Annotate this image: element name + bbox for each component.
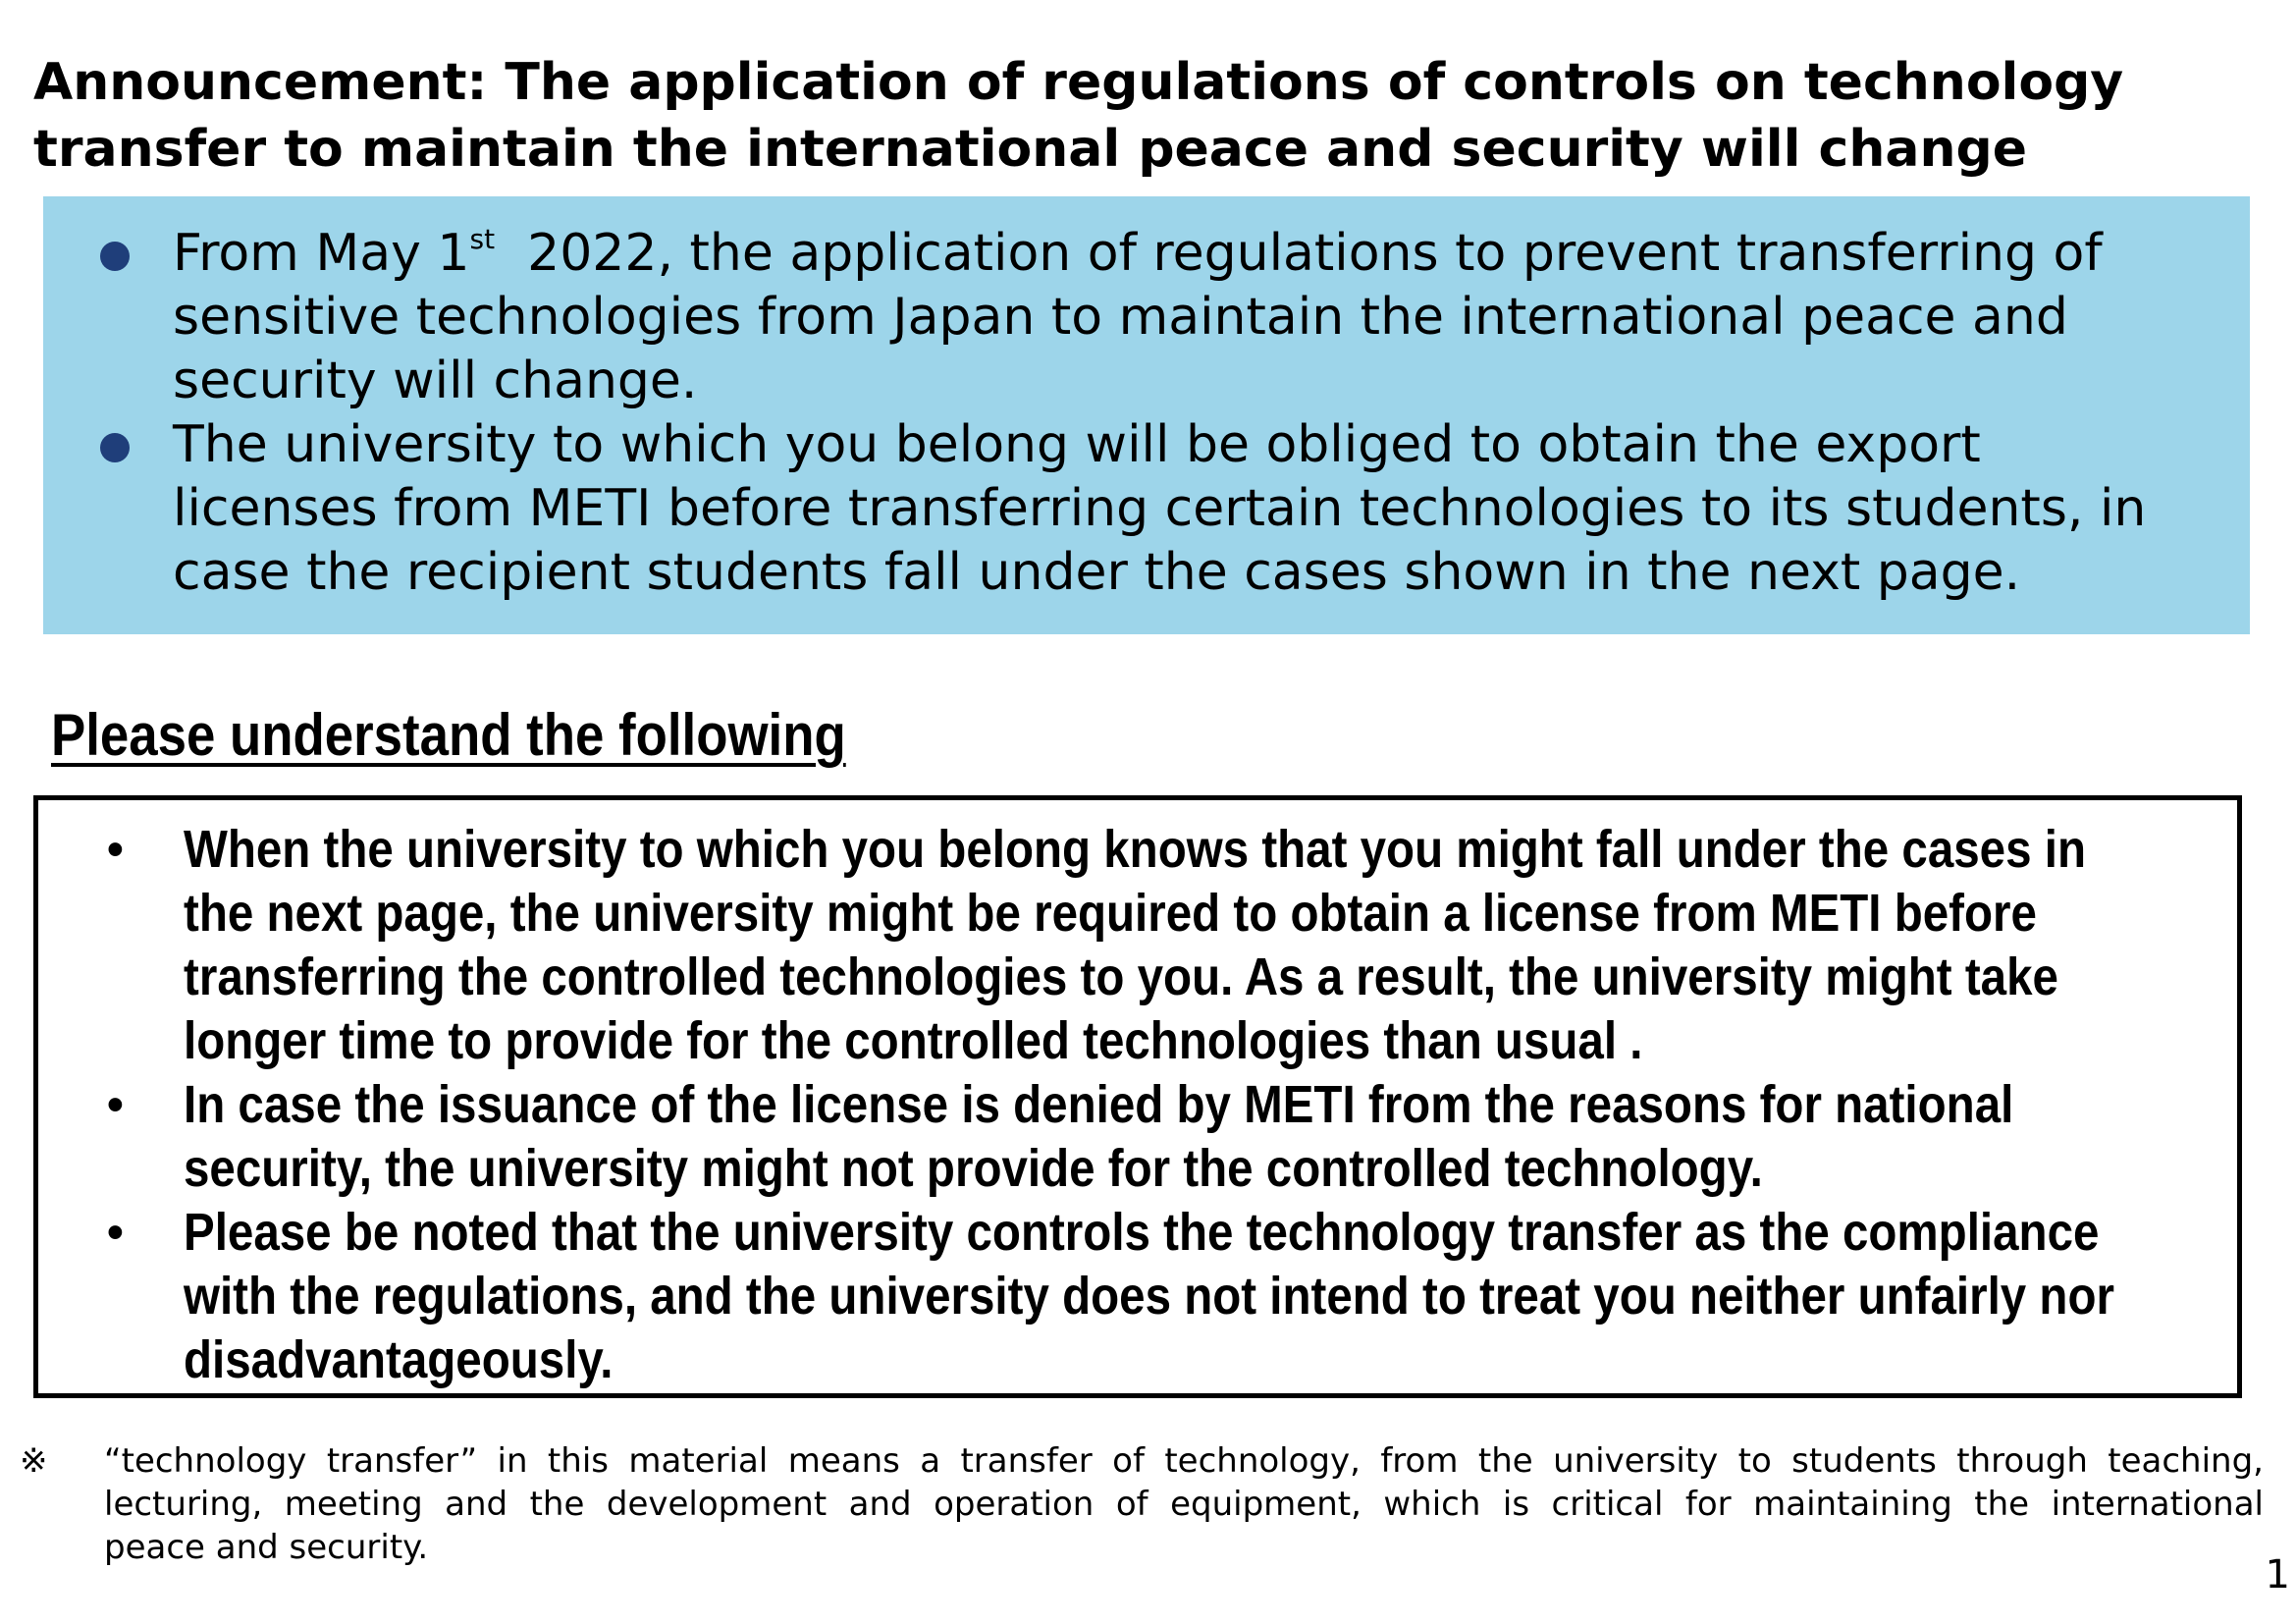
- notice-list-item: [38, 1073, 2237, 1201]
- footnote-line-1: “technology transfer” in this material means a transfer of technology, from the university to students through teaching,: [104, 1441, 2264, 1481]
- intro-list-item: [43, 413, 2250, 605]
- footnote-text: [104, 1439, 2264, 1569]
- page-title-line-2: transfer to maintain the international peace and security will change: [33, 120, 2027, 179]
- notice-box: [33, 795, 2242, 1398]
- notice-list-item: [38, 818, 2237, 1073]
- bullet-icon: •: [107, 1079, 124, 1131]
- intro-item-1-line-2: sensitive technologies from Japan to maintain the international peace and: [173, 288, 2068, 347]
- intro-list: [43, 222, 2250, 605]
- footnote-line-2: lecturing, meeting and the development and operation of equipment, which is critical for maintaining the international: [104, 1485, 2264, 1524]
- page-number: 1: [2265, 1552, 2290, 1597]
- intro-item-2-line-3: case the recipient students fall under the cases shown in the next page.: [173, 543, 2021, 602]
- notice-item-line: with the regulations, and the university does not intend to treat you neither unfairly nor: [184, 1267, 2114, 1326]
- intro-item-1-line-3: security will change.: [173, 352, 698, 410]
- notice-item-line: longer time to provide for the controlled technologies than usual .: [184, 1011, 1643, 1070]
- bullet-dot-icon: [100, 242, 130, 271]
- page-title-line-1: Announcement: The application of regulations of controls on technology: [33, 53, 2124, 112]
- intro-item-1-line-1: [173, 222, 2250, 286]
- notice-item-line: Please be noted that the university controls the technology transfer as the compliance: [184, 1203, 2100, 1262]
- notice-item-line: the next page, the university might be required to obtain a license from METI before: [184, 884, 2037, 943]
- ordinal-suffix: st: [469, 222, 496, 255]
- notice-item-line: security, the university might not provide for the controlled technology.: [184, 1139, 1763, 1198]
- intro-list-item: [43, 222, 2250, 413]
- intro-item-1-line-1-rest: 2022, the application of regulations to prevent transferring of: [495, 224, 2103, 283]
- bullet-icon: •: [107, 824, 124, 876]
- notice-list: [38, 818, 2237, 1392]
- intro-box: [43, 196, 2250, 634]
- footnote-line-3: peace and security.: [104, 1528, 429, 1567]
- intro-item-2-line-1: The university to which you belong will be obliged to obtain the export: [173, 415, 1981, 474]
- reference-mark-icon: ※: [20, 1441, 48, 1481]
- notice-item-line: In case the issuance of the license is denied by METI from the reasons for national: [184, 1075, 2014, 1134]
- bullet-dot-icon: [100, 433, 130, 462]
- section-heading: Please understand the following: [51, 702, 846, 768]
- notice-item-line: When the university to which you belong knows that you might fall under the cases in: [184, 820, 2086, 879]
- notice-list-item: [38, 1201, 2237, 1392]
- intro-item-2-line-2: licenses from METI before transferring certain technologies to its students, in: [173, 479, 2147, 538]
- intro-date-text: From May 1: [173, 224, 470, 283]
- page-title: [33, 49, 2252, 183]
- notice-item-line: transferring the controlled technologies to you. As a result, the university might take: [184, 947, 2058, 1006]
- notice-item-line: disadvantageously.: [184, 1330, 614, 1389]
- bullet-icon: •: [107, 1207, 124, 1259]
